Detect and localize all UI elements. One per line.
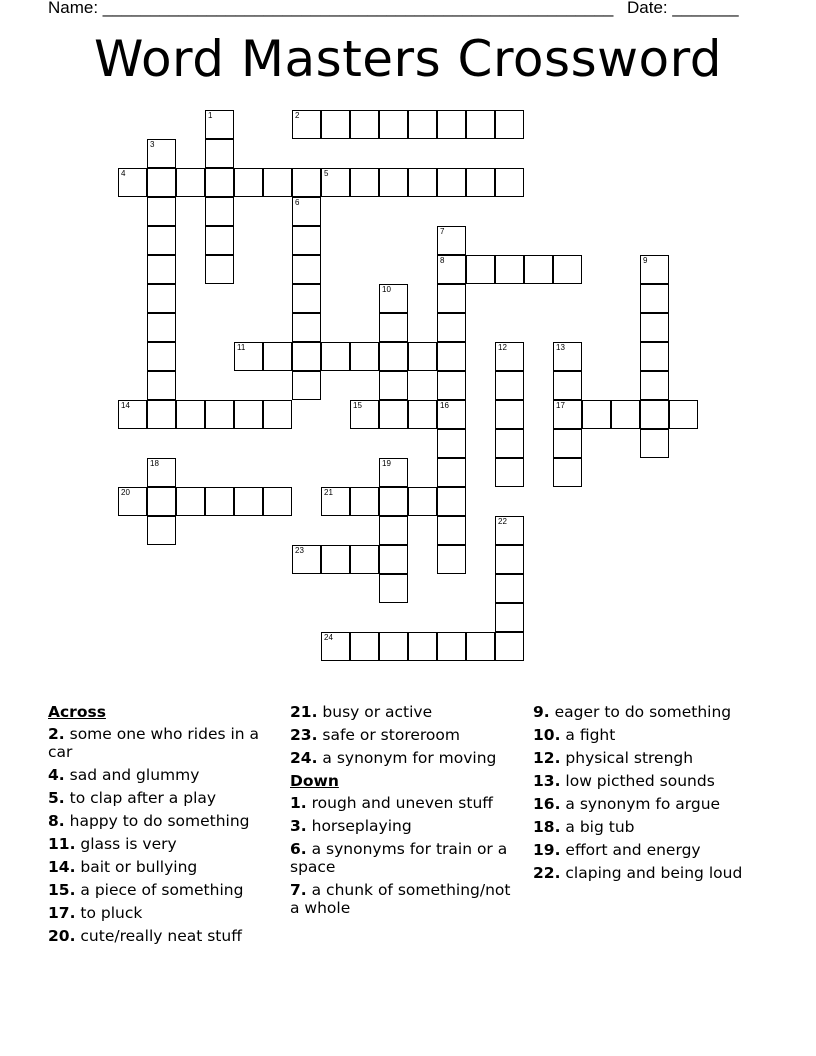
clue-num: 13. [533,772,561,790]
clue-number: 16 [440,401,449,410]
grid-cell[interactable] [147,255,176,284]
grid-cell[interactable] [292,255,321,284]
grid-cell[interactable] [495,458,524,487]
grid-cell[interactable] [640,342,669,371]
grid-cell[interactable] [292,226,321,255]
grid-cell[interactable] [350,168,379,197]
grid-cell[interactable] [611,400,640,429]
clue-number: 24 [324,633,333,642]
grid-cell[interactable] [379,545,408,574]
grid-cell[interactable] [379,371,408,400]
clue-text: claping and being loud [565,864,743,882]
grid-cell[interactable] [437,632,466,661]
clue-text: a piece of something [80,881,244,899]
grid-cell[interactable] [379,400,408,429]
grid-cell[interactable] [437,545,466,574]
grid-cell[interactable] [466,168,495,197]
grid-cell[interactable] [321,342,350,371]
clue-number: 4 [121,169,126,178]
down-clue [533,703,773,721]
clue-text: busy or active [322,703,433,721]
grid-cell[interactable] [495,545,524,574]
clue-text: to clap after a play [69,789,217,807]
clue-number: 13 [556,343,565,352]
clue-num: 18. [533,818,561,836]
grid-cell[interactable] [495,429,524,458]
grid-cell[interactable] [495,255,524,284]
clues-column-3 [533,703,773,887]
grid-cell[interactable] [437,255,466,284]
grid-cell[interactable] [147,371,176,400]
clue-num: 24. [290,749,318,767]
grid-cell[interactable] [205,168,234,197]
grid-cell[interactable] [495,168,524,197]
clue-number: 20 [121,488,130,497]
grid-cell[interactable] [379,284,408,313]
clue-number: 8 [440,256,445,265]
down-clue [533,795,773,813]
grid-cell[interactable] [408,632,437,661]
clue-num: 5. [48,789,65,807]
grid-cell[interactable] [147,226,176,255]
grid-cell[interactable] [408,342,437,371]
grid-cell[interactable] [437,342,466,371]
clue-num: 12. [533,749,561,767]
grid-cell[interactable] [350,487,379,516]
grid-cell[interactable] [292,168,321,197]
clue-text: a chunk of something/not a whole [290,881,511,917]
grid-cell[interactable] [350,110,379,139]
clue-text: to pluck [80,904,143,922]
grid-cell[interactable] [176,168,205,197]
clue-text: effort and energy [565,841,701,859]
grid-cell[interactable] [292,342,321,371]
grid-cell[interactable] [350,545,379,574]
clue-num: 17. [48,904,76,922]
date-field: Date: _______ [627,0,739,17]
grid-cell[interactable] [553,255,582,284]
grid-cell[interactable] [379,110,408,139]
down-clue [290,840,520,876]
grid-cell[interactable] [495,632,524,661]
grid-cell[interactable] [495,603,524,632]
clue-text: physical strengh [565,749,694,767]
grid-cell[interactable] [292,545,321,574]
clue-text: eager to do something [554,703,732,721]
grid-cell[interactable] [553,371,582,400]
across-clue [48,725,278,761]
down-clue [290,794,520,812]
clue-num: 19. [533,841,561,859]
down-clue [533,864,773,882]
clue-num: 6. [290,840,307,858]
across-clue [48,835,278,853]
grid-cell[interactable] [234,168,263,197]
grid-cell[interactable] [118,487,147,516]
down-clue [533,841,773,859]
clue-number: 6 [295,198,300,207]
grid-cell[interactable] [147,197,176,226]
grid-cell[interactable] [379,487,408,516]
grid-cell[interactable] [379,313,408,342]
clue-text: cute/really neat stuff [80,927,242,945]
grid-cell[interactable] [437,110,466,139]
clue-number: 12 [498,343,507,352]
grid-cell[interactable] [553,400,582,429]
across-clue [48,789,278,807]
clue-heading: Across [48,703,106,721]
grid-cell[interactable] [640,284,669,313]
clue-num: 10. [533,726,561,744]
clue-number: 17 [556,401,565,410]
grid-cell[interactable] [147,168,176,197]
clue-number: 5 [324,169,329,178]
clue-num: 20. [48,927,76,945]
grid-cell[interactable] [321,487,350,516]
across-clue [290,726,520,744]
down-clue [533,726,773,744]
clue-number: 21 [324,488,333,497]
clue-num: 15. [48,881,76,899]
grid-cell[interactable] [640,400,669,429]
grid-cell[interactable] [437,429,466,458]
across-clue [290,749,520,767]
grid-cell[interactable] [640,371,669,400]
grid-cell[interactable] [176,400,205,429]
clue-num: 22. [533,864,561,882]
clue-number: 23 [295,546,304,555]
grid-cell[interactable] [379,516,408,545]
grid-cell[interactable] [292,371,321,400]
grid-cell[interactable] [408,110,437,139]
grid-cell[interactable] [292,197,321,226]
clues-column-2 [290,703,520,922]
clue-text: safe or storeroom [322,726,460,744]
grid-cell[interactable] [495,400,524,429]
clue-num: 9. [533,703,550,721]
clue-text: a synonym for moving [322,749,497,767]
grid-cell[interactable] [147,284,176,313]
grid-cell[interactable] [379,342,408,371]
grid-cell[interactable] [234,487,263,516]
across-clue [48,881,278,899]
grid-cell[interactable] [263,487,292,516]
clue-number: 1 [208,111,213,120]
grid-cell[interactable] [408,400,437,429]
grid-cell[interactable] [321,110,350,139]
grid-cell[interactable] [147,458,176,487]
page-title: Word Masters Crossword [93,30,723,88]
across-clue [48,904,278,922]
grid-cell[interactable] [582,400,611,429]
grid-cell[interactable] [379,574,408,603]
grid-cell[interactable] [321,632,350,661]
grid-cell[interactable] [437,487,466,516]
clue-num: 8. [48,812,65,830]
across-clue [290,703,520,721]
grid-cell[interactable] [437,313,466,342]
grid-cell[interactable] [640,255,669,284]
across-clue [48,858,278,876]
grid-cell[interactable] [437,516,466,545]
clue-number: 7 [440,227,445,236]
clue-text: horseplaying [311,817,412,835]
grid-cell[interactable] [118,168,147,197]
grid-cell[interactable] [495,574,524,603]
clue-num: 14. [48,858,76,876]
grid-cell[interactable] [495,371,524,400]
clue-number: 11 [237,343,246,352]
across-clue [48,927,278,945]
clue-text: a synonym fo argue [565,795,721,813]
grid-cell[interactable] [437,168,466,197]
clue-number: 3 [150,140,155,149]
grid-cell[interactable] [205,400,234,429]
grid-cell[interactable] [292,313,321,342]
grid-cell[interactable] [205,226,234,255]
grid-cell[interactable] [205,197,234,226]
clue-text: a synonyms for train or a space [290,840,508,876]
grid-cell[interactable] [495,516,524,545]
grid-cell[interactable] [553,429,582,458]
grid-cell[interactable] [437,458,466,487]
clue-num: 21. [290,703,318,721]
grid-cell[interactable] [205,139,234,168]
grid-cell[interactable] [437,400,466,429]
clue-num: 11. [48,835,76,853]
grid-cell[interactable] [147,342,176,371]
clue-num: 2. [48,725,65,743]
down-clue [290,881,520,917]
down-clue [533,749,773,767]
clue-num: 4. [48,766,65,784]
grid-cell[interactable] [205,487,234,516]
grid-cell[interactable] [437,226,466,255]
grid-cell[interactable] [292,110,321,139]
grid-cell[interactable] [205,110,234,139]
name-field: Name: ______________________________________________________ [48,0,614,17]
grid-cell[interactable] [553,458,582,487]
grid-cell[interactable] [263,168,292,197]
grid-cell[interactable] [524,255,553,284]
grid-cell[interactable] [147,139,176,168]
grid-cell[interactable] [466,110,495,139]
grid-cell[interactable] [379,632,408,661]
clue-number: 22 [498,517,507,526]
clue-num: 23. [290,726,318,744]
clues-column-1 [48,703,278,950]
clue-num: 7. [290,881,307,899]
clue-text: a big tub [565,818,635,836]
grid-cell[interactable] [321,168,350,197]
clue-text: bait or bullying [80,858,198,876]
down-clue [533,818,773,836]
clue-number: 18 [150,459,159,468]
grid-cell[interactable] [234,400,263,429]
grid-cell[interactable] [176,487,205,516]
across-clue [48,766,278,784]
clue-text: glass is very [80,835,177,853]
clue-text: rough and uneven stuff [311,794,493,812]
grid-cell[interactable] [495,342,524,371]
grid-cell[interactable] [263,400,292,429]
clue-text: a fight [565,726,616,744]
clue-heading: Down [290,772,339,790]
grid-cell[interactable] [350,632,379,661]
down-clue [533,772,773,790]
grid-cell[interactable] [292,284,321,313]
grid-cell[interactable] [466,632,495,661]
clue-num: 16. [533,795,561,813]
grid-cell[interactable] [147,516,176,545]
grid-cell[interactable] [147,313,176,342]
grid-cell[interactable] [437,371,466,400]
grid-cell[interactable] [669,400,698,429]
clue-num: 3. [290,817,307,835]
clue-number: 19 [382,459,391,468]
grid-cell[interactable] [350,342,379,371]
clue-text: low picthed sounds [565,772,715,790]
down-clue [290,817,520,835]
grid-cell[interactable] [205,255,234,284]
clue-num: 1. [290,794,307,812]
across-clue [48,812,278,830]
clue-number: 10 [382,285,391,294]
grid-cell[interactable] [408,487,437,516]
clue-number: 14 [121,401,130,410]
clue-number: 15 [353,401,362,410]
grid-cell[interactable] [263,342,292,371]
clue-text: sad and glummy [69,766,200,784]
grid-cell[interactable] [379,458,408,487]
grid-cell[interactable] [350,400,379,429]
grid-cell[interactable] [640,313,669,342]
grid-cell[interactable] [408,168,437,197]
clue-text: happy to do something [69,812,250,830]
grid-cell[interactable] [640,429,669,458]
grid-cell[interactable] [495,110,524,139]
clue-text: some one who rides in a car [48,725,260,761]
grid-cell[interactable] [466,255,495,284]
clue-number: 2 [295,111,300,120]
grid-cell[interactable] [553,342,582,371]
clue-number: 9 [643,256,648,265]
grid-cell[interactable] [234,342,263,371]
grid-cell[interactable] [147,400,176,429]
grid-cell[interactable] [379,168,408,197]
grid-cell[interactable] [147,487,176,516]
grid-cell[interactable] [437,284,466,313]
grid-cell[interactable] [118,400,147,429]
grid-cell[interactable] [321,545,350,574]
